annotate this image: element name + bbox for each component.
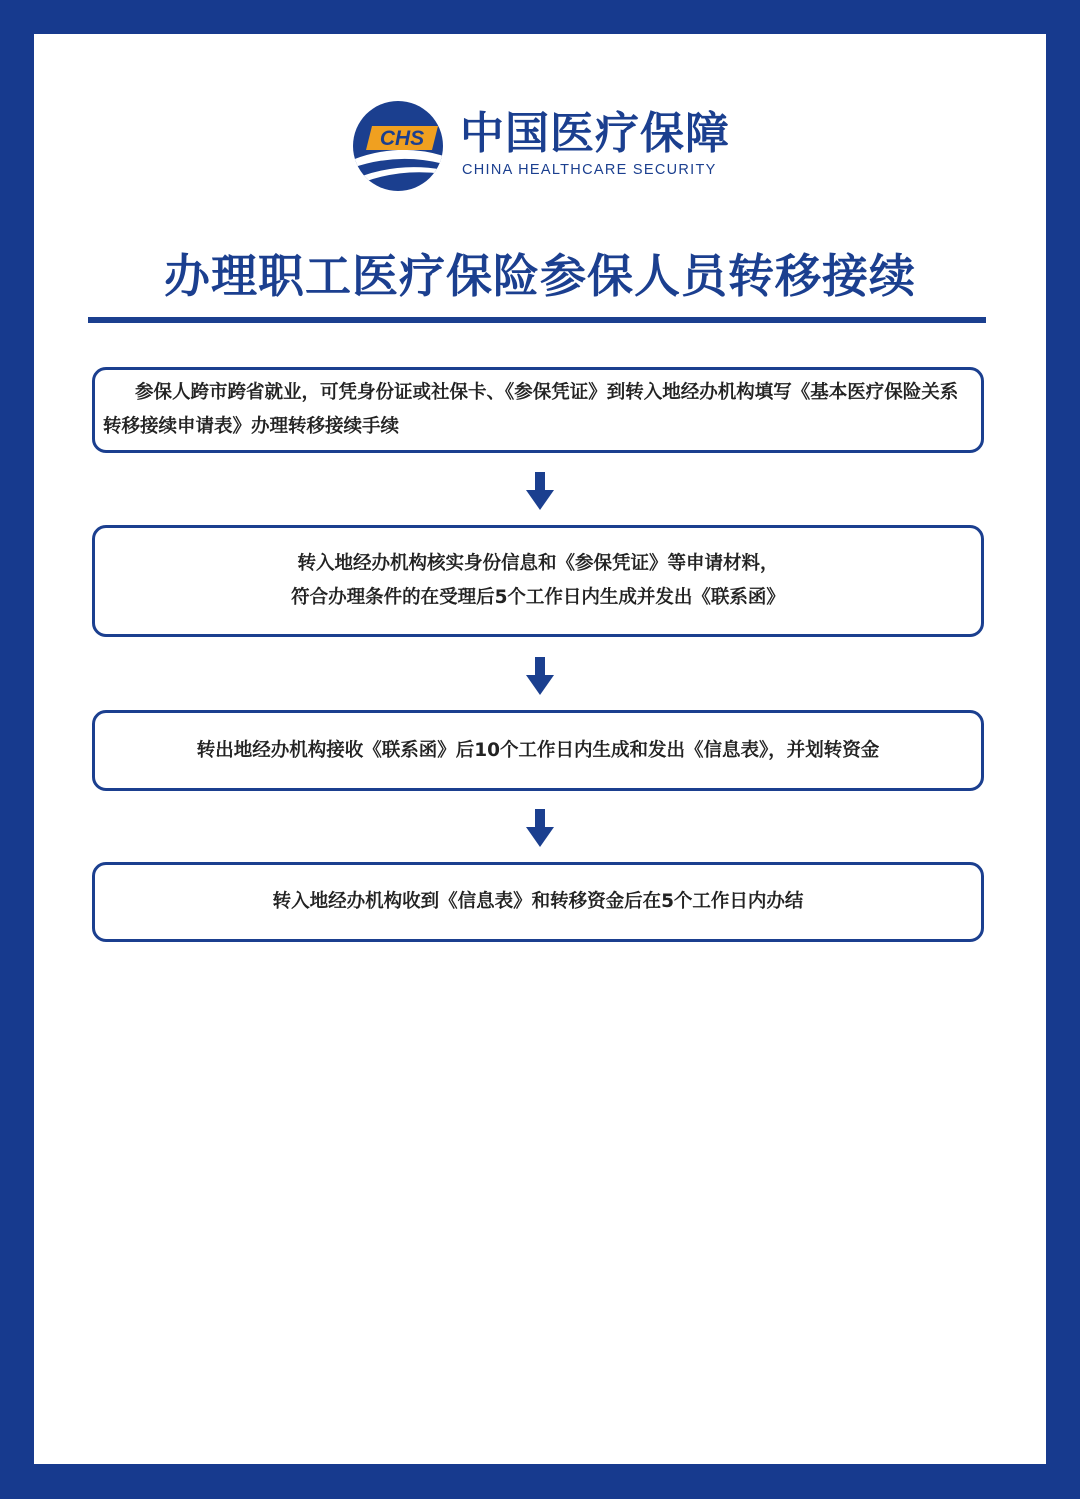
flow-step-text: 参保人跨市跨省就业，可凭身份证或社保卡、《参保凭证》到转入地经办机构填写《基本医疗保险关系转移接续申请表》办理转移接续手续	[103, 382, 959, 437]
flow-step-text: 转入地经办机构核实身份信息和《参保凭证》等申请材料， 符合办理条件的在受理后5个工作日内生成并发出《联系函》	[291, 553, 785, 608]
logo-name-en: CHINA HEALTHCARE SECURITY	[462, 162, 717, 178]
logo	[352, 100, 752, 196]
logo-name-cn: 中国医疗保障	[460, 108, 730, 159]
title-divider	[88, 317, 986, 323]
emblem-text: CHS	[379, 127, 425, 150]
flow-step-3	[92, 710, 984, 791]
flow-step-4	[92, 862, 984, 942]
flow-step-text: 转入地经办机构收到《信息表》和转移资金后在5个工作日内办结	[272, 891, 804, 912]
flow-step-2	[92, 525, 984, 637]
flow-step-1	[92, 367, 984, 453]
globe-emblem-icon	[352, 100, 444, 192]
page-title: 办理职工医疗保险参保人员转移接续	[164, 249, 916, 303]
arrow-down-icon	[526, 657, 554, 695]
arrow-down-icon	[526, 472, 554, 510]
arrow-down-icon	[526, 809, 554, 847]
flow-step-text: 转出地经办机构接收《联系函》后10个工作日内生成和发出《信息表》，并划转资金	[196, 739, 880, 761]
